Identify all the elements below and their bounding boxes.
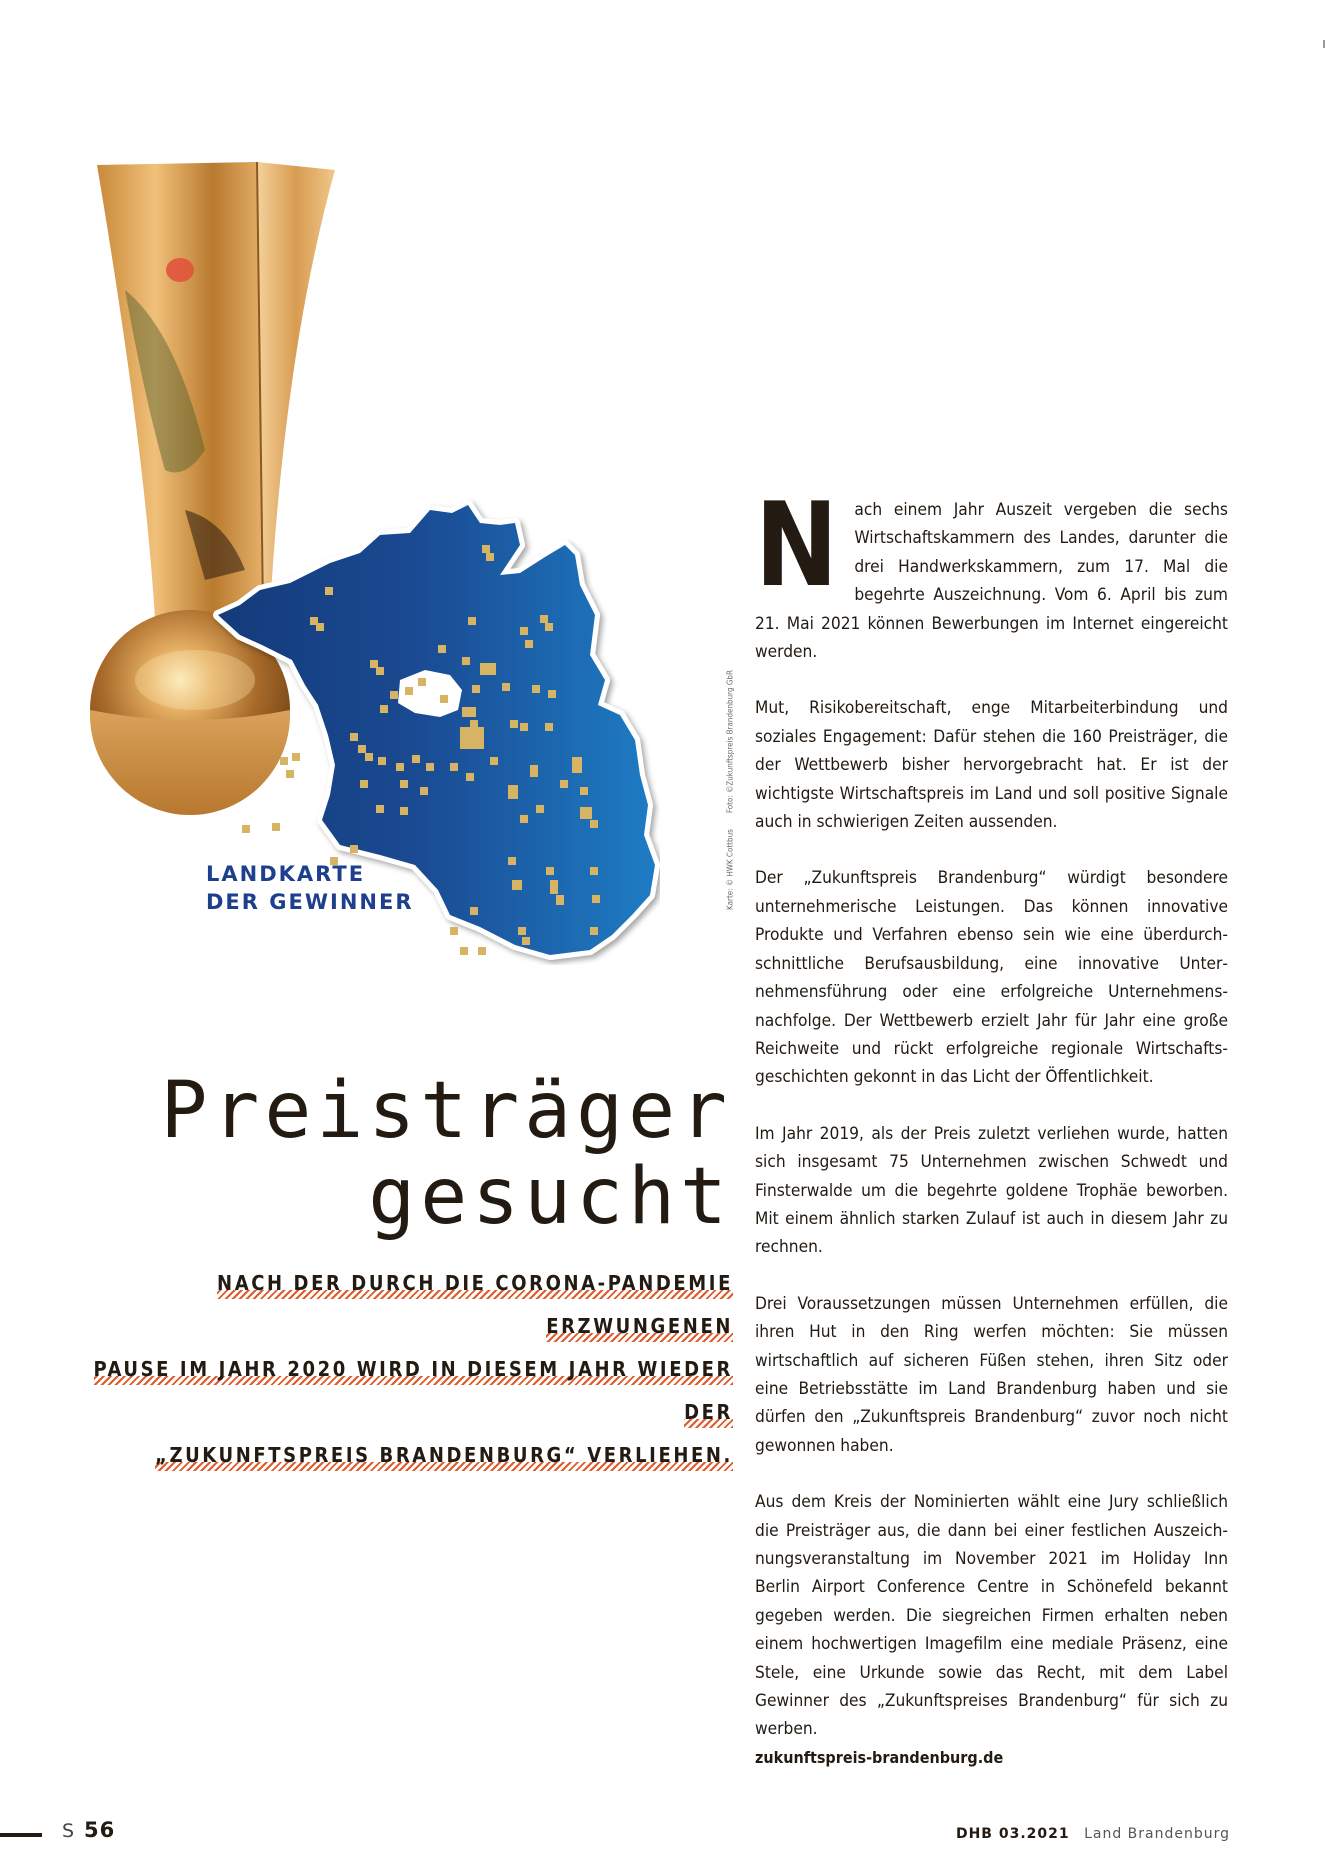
- map-label: [206, 860, 426, 916]
- map-label-line2: DER GEWINNER: [206, 890, 414, 914]
- lead-line: „ZUKUNFTSPREIS BRANDENBURG“ VERLIEHEN.: [155, 1443, 733, 1471]
- footer-issue-info: [956, 1826, 1230, 1842]
- body-paragraph-2: Mut, Risikobereitschaft, enge Mitarbeiterbindung und soziales Engagement: Dafür stehen die 160 Preisträger, die der Wettbewerb bisher hervorgebracht hat. Er ist der wichtigste Wirtschaftspreis im Land und soll positive Signale auch in schwierigen Zeiten aussenden.: [755, 698, 1228, 833]
- lead-line: PAUSE IM JAHR 2020 WIRD IN DIESEM JAHR WIEDER DER: [94, 1357, 733, 1428]
- page-number: 56: [84, 1818, 116, 1842]
- body-paragraph-6: Aus dem Kreis der Nominierten wählt eine Jury schließlich die Preisträger aus, die dann bei einer festlichen Auszeichnungsveranstaltung im November 2021 im Holiday Inn Berlin Airport Conference Centre in Schönefeld bekannt gegeben werden. Die siegreichen Firmen erhalten neben einem hochwertigen Imagefilm eine mediale Präsenz, eine Stele, eine Urkunde sowie das Recht, mit dem Label Gewinner des „Zukunftspreises Brandenburg“ für sich zu werben.: [755, 1492, 1228, 1740]
- section-label: Land Brandenburg: [1084, 1826, 1230, 1842]
- article-body: [755, 478, 1228, 1772]
- website-link[interactable]: zukunftspreis-brandenburg.de: [755, 1747, 1004, 1767]
- photo-credit: Foto: ©Zukunftspreis Brandenburg GbR: [725, 670, 735, 814]
- page-title: [90, 1068, 732, 1240]
- map-label-line1: LANDKARTE: [206, 862, 366, 886]
- page-prefix: S: [62, 1820, 75, 1842]
- headline-line1: Preisträger: [160, 1066, 732, 1156]
- lead-paragraph: [90, 1262, 733, 1477]
- drop-cap: N: [755, 478, 838, 613]
- body-paragraph-4: Im Jahr 2019, als der Preis zuletzt verliehen wurde, hatten sich insgesamt 75 Unternehmen zwischen Schwedt und Finsterwalde um die begehrte goldene Trophäe beworben. Mit einem ähnlich starken Zulauf ist auch in diesem Jahr zu rechnen.: [755, 1123, 1228, 1258]
- crop-mark: [1323, 40, 1325, 48]
- headline-line2: gesucht: [368, 1152, 732, 1242]
- body-paragraph-1: Nach einem Jahr Auszeit vergeben die sechs Wirtschaftskammern des Landes, darunter die drei Handwerkskammern, zum 17. Mal die begehrte Auszeichnung. Vom 6. April bis zum 21. Mai 2021 können Bewerbungen im Internet eingereicht werden.: [755, 478, 1228, 663]
- lead-line: NACH DER DURCH DIE CORONA-PANDEMIE ERZWUNGENEN: [217, 1271, 733, 1342]
- footer-rule: [0, 1833, 42, 1837]
- issue-label: DHB 03.2021: [955, 1826, 1070, 1842]
- map-credit: Karte: © HWK Cottbus: [725, 829, 735, 910]
- body-paragraph-3: Der „Zukunftspreis Brandenburg“ würdigt besondere unternehmerische Leistungen. Das können innovative Produkte und Verfahren ebenso sein wie eine überdurchschnittliche Berufsausbildung, eine innovative Unternehmensführung oder eine erfolgreiche Unternehmensnachfolge. Der Wettbewerb erzielt Jahr für Jahr eine große Reichweite und rückt erfolgreiche regionale Wirtschaftsgeschichten gekonnt in das Licht der Öffentlichkeit.: [755, 868, 1228, 1088]
- image-credit: [720, 665, 740, 915]
- body-paragraph-5: Drei Voraussetzungen müssen Unternehmen erfüllen, die ihren Hut in den Ring werfen möchten: Sie müssen wirtschaftlich auf sicheren Füßen stehen, ihren Sitz oder eine Betriebsstätte im Land Brandenburg haben und sie dürfen den „Zukunftspreis Brandenburg“ zuvor noch nicht gewonnen haben.: [755, 1293, 1228, 1456]
